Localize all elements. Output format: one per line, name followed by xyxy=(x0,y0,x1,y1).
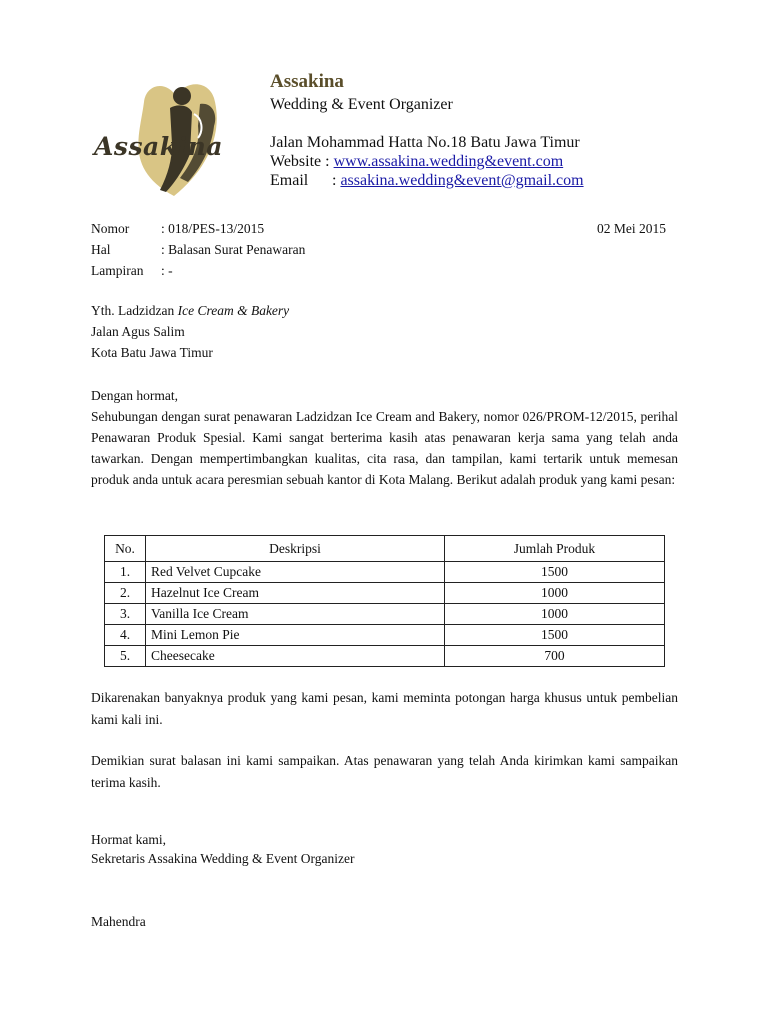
org-name: Assakina xyxy=(270,71,344,92)
recipient-street: Jalan Agus Salim xyxy=(91,324,185,339)
cell-no: 3. xyxy=(105,604,146,625)
table-header-row xyxy=(105,536,665,562)
letter-date: 02 Mei 2015 xyxy=(597,221,666,236)
cell-qty: 1500 xyxy=(445,625,665,646)
cell-no: 2. xyxy=(105,583,146,604)
header-jumlah: Jumlah Produk xyxy=(445,536,665,562)
meta-row-nomor xyxy=(91,218,666,239)
header-no: No. xyxy=(105,536,146,562)
website-link[interactable]: www.assakina.wedding&event.com xyxy=(333,153,564,170)
hal-label: Hal xyxy=(91,242,111,257)
paragraph-2: Dikarenakan banyaknya produk yang kami pesan, kami meminta potongan harga khusus untuk pembelian kami kali ini. xyxy=(91,690,678,727)
table-row xyxy=(105,583,665,604)
letterhead xyxy=(270,70,690,190)
cell-no: 4. xyxy=(105,625,146,646)
cell-desc: Mini Lemon Pie xyxy=(146,625,445,646)
cell-desc: Hazelnut Ice Cream xyxy=(146,583,445,604)
cell-desc: Cheesecake xyxy=(146,646,445,667)
closing-position: Sekretaris Assakina Wedding & Event Organizer xyxy=(91,851,355,866)
nomor-label: Nomor xyxy=(91,221,130,236)
table-row xyxy=(105,562,665,583)
logo-wordmark: Assakina xyxy=(94,132,223,161)
cell-qty: 1000 xyxy=(445,583,665,604)
email-separator: : xyxy=(332,172,337,189)
table-row xyxy=(105,604,665,625)
cell-desc: Red Velvet Cupcake xyxy=(146,562,445,583)
recipient-city: Kota Batu Jawa Timur xyxy=(91,345,213,360)
email-row xyxy=(270,171,690,190)
cell-qty: 700 xyxy=(445,646,665,667)
cell-no: 5. xyxy=(105,646,146,667)
company-logo xyxy=(84,74,264,199)
hal-value: : Balasan Surat Penawaran xyxy=(161,242,306,257)
signer-name: Mahendra xyxy=(91,914,146,929)
meta-row-lampiran xyxy=(91,260,666,281)
recipient-name xyxy=(91,300,289,321)
recipient-prefix: Yth. Ladzidzan xyxy=(91,303,178,318)
lampiran-value: : - xyxy=(161,263,173,278)
lampiran-label: Lampiran xyxy=(91,263,144,278)
cell-qty: 1000 xyxy=(445,604,665,625)
meta-row-hal xyxy=(91,239,666,260)
greeting: Dengan hormat, xyxy=(91,388,178,403)
closing-block xyxy=(91,830,354,868)
email-link[interactable]: assakina.wedding&event@gmail.com xyxy=(340,172,584,189)
table-row xyxy=(105,625,665,646)
paragraph-3: Demikian surat balasan ini kami sampaikan. Atas penawaran yang telah Anda kirimkan kami sampaikan terima kasih. xyxy=(91,753,678,790)
org-address: Jalan Mohammad Hatta No.18 Batu Jawa Timur xyxy=(270,134,580,151)
cell-desc: Vanilla Ice Cream xyxy=(146,604,445,625)
email-label: Email xyxy=(270,172,309,189)
website-row xyxy=(270,152,690,171)
header-deskripsi: Deskripsi xyxy=(146,536,445,562)
letter-body xyxy=(91,385,678,490)
order-table xyxy=(104,535,665,667)
table-row xyxy=(105,646,665,667)
website-label: Website : xyxy=(270,153,330,170)
closing-salutation: Hormat kami, xyxy=(91,832,166,847)
cell-no: 1. xyxy=(105,562,146,583)
nomor-value: : 018/PES-13/2015 xyxy=(161,221,265,236)
org-subtitle: Wedding & Event Organizer xyxy=(270,96,453,113)
recipient-block xyxy=(91,300,289,363)
cell-qty: 1500 xyxy=(445,562,665,583)
recipient-company: Ice Cream & Bakery xyxy=(177,303,290,318)
paragraph-1: Sehubungan dengan surat penawaran Ladzidzan Ice Cream and Bakery, nomor 026/PROM-12/2015, perihal Penawaran Produk Spesial. Kami sangat berterima kasih atas penawaran kerja sama yang telah anda tawarkan. Dengan mempertimbangkan kualitas, cita rasa, dan tampilan, kami tertarik untuk memesan produk anda untuk acara peresmian sebuah kantor di Kota Malang. Berikut adalah produk yang kami pesan: xyxy=(91,409,678,487)
letter-meta xyxy=(91,218,666,281)
